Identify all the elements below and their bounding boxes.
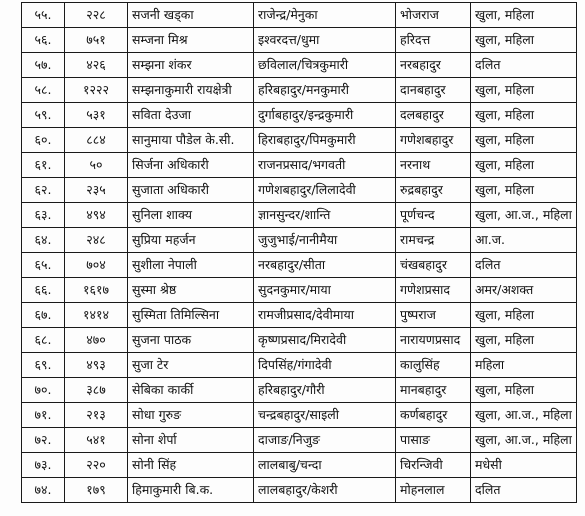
roll-number-cell: १४१४: [65, 303, 128, 328]
roll-number-cell: ८८४: [65, 128, 128, 153]
grandfather-name-cell: मोहनलाल: [396, 478, 471, 503]
category-cell: खुला, महिला: [471, 178, 577, 203]
serial-number-cell: ५६.: [22, 28, 65, 53]
roll-number-cell: ४९४: [65, 203, 128, 228]
grandfather-name-cell: नरबहादुर: [396, 53, 471, 78]
grandfather-name-cell: गणेशप्रसाद: [396, 278, 471, 303]
serial-number-cell: ५९.: [22, 103, 65, 128]
grandfather-name-cell: नारायणप्रसाद: [396, 328, 471, 353]
category-cell: खुला, महिला: [471, 328, 577, 353]
grandfather-name-cell: रामचन्द्र: [396, 228, 471, 253]
category-cell: खुला, महिला: [471, 3, 577, 28]
serial-number-cell: ६२.: [22, 178, 65, 203]
serial-number-cell: ५७.: [22, 53, 65, 78]
candidate-name-cell: हिमाकुमारी बि.क.: [128, 478, 254, 503]
category-cell: खुला, महिला: [471, 103, 577, 128]
table-row: [22, 103, 577, 128]
roll-number-cell: २२०: [65, 453, 128, 478]
table-row: [22, 453, 577, 478]
table-body: [22, 3, 577, 503]
candidate-name-cell: सम्झनाकुमारी रायक्षेत्री: [128, 78, 254, 103]
candidate-name-cell: सुशीला नेपाली: [128, 253, 254, 278]
parents-name-cell: चन्द्रबहादुर/साइली: [254, 403, 396, 428]
parents-name-cell: इश्वरदत्त/धुमा: [254, 28, 396, 53]
candidate-name-cell: सोधा गुरुङ: [128, 403, 254, 428]
parents-name-cell: लालबहादुर/केशरी: [254, 478, 396, 503]
candidate-name-cell: सोनी सिंह: [128, 453, 254, 478]
table-row: [22, 253, 577, 278]
parents-name-cell: हरिबहादुर/मनकुमारी: [254, 78, 396, 103]
parents-name-cell: छविलाल/चित्रकुमारी: [254, 53, 396, 78]
parents-name-cell: ज्ञानसुन्दर/शान्ति: [254, 203, 396, 228]
parents-name-cell: सुदनकुमार/माया: [254, 278, 396, 303]
grandfather-name-cell: कालुसिंह: [396, 353, 471, 378]
category-cell: खुला, महिला: [471, 303, 577, 328]
table-row: [22, 328, 577, 353]
candidate-name-cell: सानुमाया पौडेल के.सी.: [128, 128, 254, 153]
category-cell: मधेसी: [471, 453, 577, 478]
serial-number-cell: ६४.: [22, 228, 65, 253]
candidate-name-cell: सुजाता अधिकारी: [128, 178, 254, 203]
parents-name-cell: नरबहादुर/सीता: [254, 253, 396, 278]
category-cell: महिला: [471, 353, 577, 378]
serial-number-cell: ६६.: [22, 278, 65, 303]
parents-name-cell: दुर्गाबहादुर/इन्द्रकुमारी: [254, 103, 396, 128]
serial-number-cell: ६३.: [22, 203, 65, 228]
grandfather-name-cell: दलबहादुर: [396, 103, 471, 128]
table-row: [22, 228, 577, 253]
parents-name-cell: दिपसिंह/गंगादेवी: [254, 353, 396, 378]
table-row: [22, 78, 577, 103]
grandfather-name-cell: भोजराज: [396, 3, 471, 28]
roll-number-cell: ३८७: [65, 378, 128, 403]
table-row: [22, 178, 577, 203]
roll-number-cell: ७०४: [65, 253, 128, 278]
roll-number-cell: १७९: [65, 478, 128, 503]
roll-number-cell: २१३: [65, 403, 128, 428]
parents-name-cell: लालबाबु/चन्दा: [254, 453, 396, 478]
table-row: [22, 53, 577, 78]
roll-number-cell: १६१७: [65, 278, 128, 303]
candidate-list-table: [21, 2, 577, 503]
candidate-name-cell: सोना शेर्पा: [128, 428, 254, 453]
roll-number-cell: २३५: [65, 178, 128, 203]
parents-name-cell: कृष्णप्रसाद/मिरादेवी: [254, 328, 396, 353]
category-cell: दलित: [471, 478, 577, 503]
candidate-name-cell: सुजा टेर: [128, 353, 254, 378]
table-row: [22, 153, 577, 178]
roll-number-cell: ५३१: [65, 103, 128, 128]
serial-number-cell: ६०.: [22, 128, 65, 153]
serial-number-cell: ६५.: [22, 253, 65, 278]
grandfather-name-cell: मानबहादुर: [396, 378, 471, 403]
serial-number-cell: ५८.: [22, 78, 65, 103]
roll-number-cell: ४९३: [65, 353, 128, 378]
category-cell: आ.ज.: [471, 228, 577, 253]
table-row: [22, 378, 577, 403]
candidate-name-cell: सविता देउजा: [128, 103, 254, 128]
candidate-name-cell: सुस्मा श्रेष्ठ: [128, 278, 254, 303]
serial-number-cell: ७३.: [22, 453, 65, 478]
roll-number-cell: ५०: [65, 153, 128, 178]
parents-name-cell: दाजाङ/निजुङ: [254, 428, 396, 453]
grandfather-name-cell: पासाङ: [396, 428, 471, 453]
grandfather-name-cell: नरनाथ: [396, 153, 471, 178]
candidate-name-cell: सम्जना मिश्र: [128, 28, 254, 53]
table-row: [22, 353, 577, 378]
grandfather-name-cell: कर्णबहादुर: [396, 403, 471, 428]
parents-name-cell: रामजीप्रसाद/देवीमाया: [254, 303, 396, 328]
candidate-name-cell: सुनिला शाक्य: [128, 203, 254, 228]
serial-number-cell: ७०.: [22, 378, 65, 403]
serial-number-cell: ५५.: [22, 3, 65, 28]
serial-number-cell: ६८.: [22, 328, 65, 353]
grandfather-name-cell: चिरन्जिवी: [396, 453, 471, 478]
candidate-name-cell: सजनी खड्का: [128, 3, 254, 28]
candidate-name-cell: सिर्जना अधिकारी: [128, 153, 254, 178]
parents-name-cell: जुजुभाई/नानीमैया: [254, 228, 396, 253]
roll-number-cell: ४७०: [65, 328, 128, 353]
parents-name-cell: गणेशबहादुर/लिलादेवी: [254, 178, 396, 203]
category-cell: खुला, आ.ज., महिला: [471, 428, 577, 453]
serial-number-cell: ६९.: [22, 353, 65, 378]
grandfather-name-cell: रुद्रबहादुर: [396, 178, 471, 203]
serial-number-cell: ६७.: [22, 303, 65, 328]
table-row: [22, 278, 577, 303]
serial-number-cell: ७१.: [22, 403, 65, 428]
parents-name-cell: हिराबहादुर/पिमकुमारी: [254, 128, 396, 153]
serial-number-cell: ७२.: [22, 428, 65, 453]
category-cell: खुला, आ.ज., महिला: [471, 403, 577, 428]
serial-number-cell: ६१.: [22, 153, 65, 178]
category-cell: दलित: [471, 53, 577, 78]
table-row: [22, 28, 577, 53]
roll-number-cell: ५४१: [65, 428, 128, 453]
category-cell: खुला, आ.ज., महिला: [471, 203, 577, 228]
parents-name-cell: हरिबहादुर/गौरी: [254, 378, 396, 403]
roll-number-cell: २४८: [65, 228, 128, 253]
category-cell: खुला, महिला: [471, 78, 577, 103]
candidate-name-cell: सुजना पाठक: [128, 328, 254, 353]
grandfather-name-cell: गणेशबहादुर: [396, 128, 471, 153]
grandfather-name-cell: हरिदत्त: [396, 28, 471, 53]
table-row: [22, 3, 577, 28]
table-row: [22, 128, 577, 153]
category-cell: खुला, महिला: [471, 378, 577, 403]
category-cell: अमर/अशक्त: [471, 278, 577, 303]
candidate-name-cell: सुप्रिया महर्जन: [128, 228, 254, 253]
grandfather-name-cell: दानबहादुर: [396, 78, 471, 103]
candidate-name-cell: सेबिका कार्की: [128, 378, 254, 403]
table-row: [22, 303, 577, 328]
grandfather-name-cell: पुष्पराज: [396, 303, 471, 328]
candidate-name-cell: सम्झना शंकर: [128, 53, 254, 78]
table-row: [22, 403, 577, 428]
parents-name-cell: राजेन्द्र/मेनुका: [254, 3, 396, 28]
serial-number-cell: ७४.: [22, 478, 65, 503]
parents-name-cell: राजनप्रसाद/भगवती: [254, 153, 396, 178]
roll-number-cell: ४२६: [65, 53, 128, 78]
roll-number-cell: १२२२: [65, 78, 128, 103]
table-row: [22, 203, 577, 228]
roll-number-cell: २२८: [65, 3, 128, 28]
category-cell: खुला, महिला: [471, 153, 577, 178]
roll-number-cell: ७५१: [65, 28, 128, 53]
grandfather-name-cell: चंखबहादुर: [396, 253, 471, 278]
category-cell: खुला, महिला: [471, 28, 577, 53]
table-row: [22, 478, 577, 503]
category-cell: खुला, महिला: [471, 128, 577, 153]
grandfather-name-cell: पूर्णचन्द: [396, 203, 471, 228]
candidate-name-cell: सुस्मिता तिमिल्सिना: [128, 303, 254, 328]
table-row: [22, 428, 577, 453]
category-cell: दलित: [471, 253, 577, 278]
